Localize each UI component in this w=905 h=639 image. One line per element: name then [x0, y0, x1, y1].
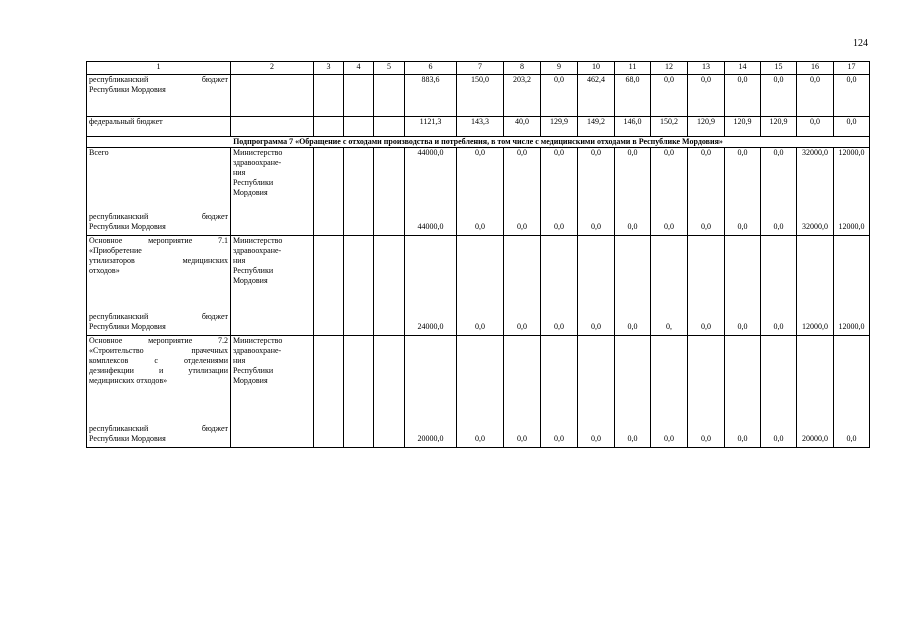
page-number: 124: [853, 38, 868, 49]
text-line: здравоохране-: [233, 346, 282, 355]
top-value: 0,0: [517, 148, 527, 157]
value-cell: [797, 336, 834, 448]
value-cell: 40,0: [504, 117, 541, 137]
value-cell: [797, 236, 834, 336]
text-line: «Приобретение: [89, 246, 142, 255]
sub-value: 0,0: [554, 322, 564, 331]
sub-value: 0,0: [475, 322, 485, 331]
value-cell: [761, 148, 797, 236]
top-value: 0,0: [627, 148, 638, 157]
text-line: Мордовия: [233, 376, 268, 385]
text-line: Республики Мордовия: [89, 322, 166, 331]
top-value: 0,0: [701, 148, 711, 157]
value-cell: 143,3: [457, 117, 504, 137]
value-cell: 129,9: [541, 117, 578, 137]
sub-value: 0,: [666, 322, 672, 331]
block-organization: [231, 148, 314, 236]
text-line: здравоохране-: [233, 246, 282, 255]
block-description: [87, 148, 231, 236]
value-cell: [688, 148, 725, 236]
block-organization: [231, 236, 314, 336]
value-cell: 150,2: [651, 117, 688, 137]
empty-cell: [344, 336, 374, 448]
text-line: ния: [233, 356, 246, 365]
row-organization: [231, 117, 314, 137]
empty-cell: [314, 236, 344, 336]
program-title: Подпрограмма 7 «Обращение с отходами производства и потребления, в том числе с медицинскими отходами в Республике Мордовия»: [87, 137, 870, 148]
value-cell: [651, 236, 688, 336]
header-cell: 14: [725, 62, 761, 75]
sub-value: 0,0: [475, 222, 485, 231]
value-cell: 0,0: [688, 75, 725, 117]
text-line: Республики Мордовия: [89, 85, 166, 94]
empty-cell: [314, 148, 344, 236]
value-cell: 203,2: [504, 75, 541, 117]
header-cell: 4: [344, 62, 374, 75]
text-line: Мордовия: [233, 188, 268, 197]
sub-value: 12000,0: [838, 322, 865, 331]
text-line: медицинских отходов»: [89, 376, 168, 385]
header-cell: 2: [231, 62, 314, 75]
text-line: республиканский бюджет: [89, 212, 228, 221]
empty-cell: [374, 117, 405, 137]
text-line: Всего: [89, 148, 109, 157]
sub-value: 0,0: [664, 222, 674, 231]
sub-value: 24000,0: [417, 322, 444, 331]
value-cell: [578, 336, 615, 448]
value-cell: [405, 336, 457, 448]
value-cell: 120,9: [688, 117, 725, 137]
value-cell: 1121,3: [405, 117, 457, 137]
header-cell: 15: [761, 62, 797, 75]
empty-cell: [314, 75, 344, 117]
header-row: [87, 62, 870, 75]
program-block-row: [87, 336, 870, 448]
text-line: Республики Мордовия: [89, 222, 166, 231]
value-cell: [578, 236, 615, 336]
top-value: 0,0: [475, 148, 485, 157]
value-cell: [725, 336, 761, 448]
header-cell: 6: [405, 62, 457, 75]
value-cell: [688, 236, 725, 336]
sub-value: 0,0: [554, 434, 564, 443]
top-value: 12000,0: [838, 148, 865, 157]
value-cell: 146,0: [615, 117, 651, 137]
text-line: Республики: [233, 266, 274, 275]
value-cell: 0,0: [761, 75, 797, 117]
empty-cell: [374, 148, 405, 236]
header-cell: 12: [651, 62, 688, 75]
row-organization: [231, 75, 314, 117]
empty-cell: [314, 117, 344, 137]
sub-value: 44000,0: [417, 222, 444, 231]
sub-value: 0,0: [701, 434, 711, 443]
empty-cell: [374, 75, 405, 117]
sub-value: 0,0: [773, 322, 784, 331]
empty-cell: [344, 236, 374, 336]
header-cell: 17: [834, 62, 870, 75]
text-line: дезинфекции и утилизации: [89, 366, 228, 375]
value-cell: 0,0: [834, 75, 870, 117]
value-cell: [797, 148, 834, 236]
top-value: 0,0: [591, 148, 601, 157]
value-cell: 0,0: [797, 117, 834, 137]
top-value: 32000,0: [802, 148, 828, 157]
value-cell: [725, 148, 761, 236]
value-cell: [504, 148, 541, 236]
header-cell: 11: [615, 62, 651, 75]
top-value: 0,0: [737, 148, 748, 157]
text-line: ния: [233, 256, 246, 265]
value-cell: [615, 336, 651, 448]
header-cell: 5: [374, 62, 405, 75]
sub-value: 0,0: [475, 434, 485, 443]
value-cell: [457, 148, 504, 236]
top-value: 0,0: [664, 148, 674, 157]
sub-value: 0,0: [591, 222, 601, 231]
value-cell: 462,4: [578, 75, 615, 117]
text-line: федеральный бюджет: [89, 117, 163, 126]
text-line: Министерство: [233, 236, 283, 245]
sub-value: 0,0: [517, 434, 527, 443]
value-cell: [615, 148, 651, 236]
program-block-row: [87, 236, 870, 336]
value-cell: [761, 336, 797, 448]
header-cell: 1: [87, 62, 231, 75]
value-cell: [651, 336, 688, 448]
block-subtitle: [89, 424, 228, 444]
sub-value: 0,0: [627, 222, 638, 231]
sub-value: 0,0: [773, 222, 784, 231]
budget-source-rows: [87, 75, 870, 137]
value-cell: 120,9: [761, 117, 797, 137]
value-cell: [457, 236, 504, 336]
sub-value: 12000,0: [802, 322, 828, 331]
table-row: [87, 75, 870, 117]
value-cell: 120,9: [725, 117, 761, 137]
header-cell: 10: [578, 62, 615, 75]
table-row: [87, 117, 870, 137]
value-cell: [405, 236, 457, 336]
text-line: республиканский бюджет: [89, 312, 228, 321]
text-line: Республики Мордовия: [89, 434, 166, 443]
text-line: Мордовия: [233, 276, 268, 285]
sub-value: 12000,0: [838, 222, 865, 231]
sub-value: 0,0: [517, 222, 527, 231]
text-line: Республики: [233, 178, 274, 187]
sub-value: 0,0: [554, 222, 564, 231]
program-blocks: [87, 148, 870, 448]
empty-cell: [344, 75, 374, 117]
value-cell: [504, 236, 541, 336]
empty-cell: [344, 148, 374, 236]
sub-value: 20000,0: [802, 434, 828, 443]
top-value: 44000,0: [417, 148, 444, 157]
block-subtitle: [89, 212, 228, 232]
top-value: 0,0: [773, 148, 784, 157]
sub-value: 0,0: [737, 434, 748, 443]
value-cell: 68,0: [615, 75, 651, 117]
program-block-row: [87, 148, 870, 236]
text-line: «Строительство прачечных: [89, 346, 228, 355]
value-cell: 0,0: [725, 75, 761, 117]
empty-cell: [374, 336, 405, 448]
value-cell: 0,0: [541, 75, 578, 117]
text-line: Основное мероприятие 7.1: [89, 236, 228, 245]
row-label: [87, 117, 231, 137]
text-line: Республики: [233, 366, 274, 375]
header-cell: 16: [797, 62, 834, 75]
sub-value: 0,0: [627, 434, 638, 443]
text-line: ния: [233, 168, 246, 177]
value-cell: [541, 336, 578, 448]
sub-value: 0,0: [664, 434, 674, 443]
text-line: республиканский бюджет: [89, 424, 228, 433]
header-cell: 8: [504, 62, 541, 75]
sub-value: 0,0: [701, 222, 711, 231]
value-cell: 0,0: [797, 75, 834, 117]
text-line: Министерство: [233, 336, 283, 345]
sub-value: 0,0: [773, 434, 784, 443]
block-subtitle: [89, 312, 228, 332]
value-cell: [651, 148, 688, 236]
value-cell: [405, 148, 457, 236]
value-cell: 0,0: [834, 117, 870, 137]
value-cell: 883,6: [405, 75, 457, 117]
block-organization: [231, 336, 314, 448]
value-cell: [834, 336, 870, 448]
block-description: [87, 236, 231, 336]
value-cell: [541, 148, 578, 236]
value-cell: [688, 336, 725, 448]
sub-value: 0,0: [627, 322, 638, 331]
sub-value: 0,0: [591, 322, 601, 331]
header-cell: 3: [314, 62, 344, 75]
sub-value: 32000,0: [802, 222, 828, 231]
budget-table: [86, 61, 870, 448]
value-cell: 150,0: [457, 75, 504, 117]
value-cell: [834, 236, 870, 336]
value-cell: [834, 148, 870, 236]
header-cell: 9: [541, 62, 578, 75]
value-cell: [761, 236, 797, 336]
sub-value: 0,0: [517, 322, 527, 331]
empty-cell: [314, 336, 344, 448]
text-line: республиканский бюджет: [89, 75, 228, 84]
value-cell: [504, 336, 541, 448]
value-cell: [457, 336, 504, 448]
text-line: Министерство: [233, 148, 283, 157]
value-cell: [578, 148, 615, 236]
text-line: отходов»: [89, 266, 120, 275]
text-line: Основное мероприятие 7.2: [89, 336, 228, 345]
value-cell: 0,0: [651, 75, 688, 117]
text-line: утилизаторов медицинских: [89, 256, 228, 265]
header-cell: 13: [688, 62, 725, 75]
value-cell: [615, 236, 651, 336]
value-cell: 149,2: [578, 117, 615, 137]
block-description: [87, 336, 231, 448]
row-label: [87, 75, 231, 117]
sub-value: 0,0: [737, 222, 748, 231]
empty-cell: [344, 117, 374, 137]
empty-cell: [374, 236, 405, 336]
header-cell: 7: [457, 62, 504, 75]
sub-value: 20000,0: [417, 434, 444, 443]
text-line: здравоохране-: [233, 158, 282, 167]
sub-value: 0,0: [737, 322, 748, 331]
program-title-row: [87, 137, 870, 148]
sub-value: 0,0: [591, 434, 601, 443]
top-value: 0,0: [554, 148, 564, 157]
value-cell: [541, 236, 578, 336]
sub-value: 0,0: [701, 322, 711, 331]
value-cell: [725, 236, 761, 336]
sub-value: 0,0: [846, 434, 857, 443]
text-line: комплексов с отделениями: [89, 356, 228, 365]
